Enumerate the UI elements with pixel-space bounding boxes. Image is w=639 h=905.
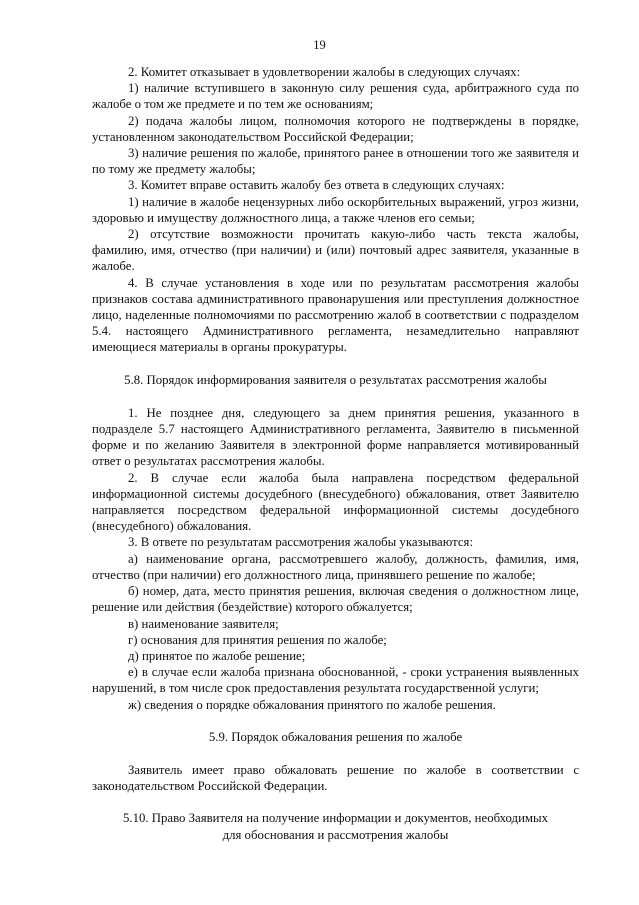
paragraph: г) основания для принятия решения по жалобе; — [128, 632, 387, 647]
paragraph: 1) наличие вступившего в законную силу решения суда, арбитражного суда по жалобе о том же предмете и по тем же основаниям; — [92, 81, 579, 112]
paragraph: 2. В случае если жалоба была направлена посредством федеральной информационной системы досудебного (внесудебного) обжалования, ответ Заявителю направляется посредством федеральной информационной системы досудебного (внесудебного) обжалования. — [92, 470, 579, 534]
paragraph: 4. В случае установления в ходе или по результатам рассмотрения жалобы признаков состава административного правонарушения или преступления должностное лицо, наделенные полномочиями по рассмотрению жалоб в соответствии с подразделом 5.4. настоящего Административного регламента, незамедлительно направляют имеющиеся материалы в органы прокуратуры. — [92, 275, 579, 355]
paragraph: в) наименование заявителя; — [128, 616, 279, 631]
section-heading-5-10-line2: для обоснования и рассмотрения жалобы — [222, 827, 449, 842]
paragraph: 1. Не позднее дня, следующего за днем принятия решения, указанного в подразделе 5.7 настоящего Административного регламента, Заявителю в письменной форме и по желанию Заявителя в электронной форме направляется мотивированный ответ о результатах рассмотрения жалобы. — [92, 405, 579, 469]
paragraph: ж) сведения о порядке обжалования принятого по жалобе решения. — [128, 697, 496, 712]
paragraph: б) номер, дата, место принятия решения, включая сведения о должностном лице, решение или действия (бездействие) которого обжалуется; — [92, 584, 579, 615]
document-body — [92, 64, 579, 843]
paragraph: 2. Комитет отказывает в удовлетворении жалобы в следующих случаях: — [128, 65, 521, 79]
paragraph: 3) наличие решения по жалобе, принятого ранее в отношении того же заявителя и по тому же предмету жалобы; — [92, 146, 579, 177]
paragraph: 2) отсутствие возможности прочитать какую-либо часть текста жалобы, фамилию, имя, отчество (при наличии) и (или) почтовый адрес заявителя, указанные в жалобе. — [92, 227, 579, 274]
page-number: 19 — [313, 38, 326, 52]
section-heading-5-9: 5.9. Порядок обжалования решения по жалобе — [208, 729, 463, 744]
paragraph: д) принятое по жалобе решение; — [128, 648, 306, 663]
paragraph: 2) подача жалобы лицом, полномочия которого не подтверждены в порядке, установленном законодательством Российской Федерации; — [92, 113, 579, 144]
paragraph: е) в случае если жалоба признана обоснованной, - сроки устранения выявленных нарушений, в том числе срок предоставления результата государственной услуги; — [92, 665, 579, 696]
paragraph: а) наименование органа, рассмотревшего жалобу, должность, фамилия, имя, отчество (при наличии) его должностного лица, принявшего решение по жалобе; — [92, 551, 579, 582]
paragraph: 1) наличие в жалобе нецензурных либо оскорбительных выражений, угроз жизни, здоровью и имуществу должностного лица, а также членов его семьи; — [92, 194, 579, 225]
paragraph: 3. Комитет вправе оставить жалобу без ответа в следующих случаях: — [128, 178, 505, 193]
paragraph: 3. В ответе по результатам рассмотрения жалобы указываются: — [128, 535, 474, 550]
section-heading-5-8: 5.8. Порядок информирования заявителя о результатах рассмотрения жалобы — [124, 372, 547, 387]
paragraph: Заявитель имеет право обжаловать решение по жалобе в соответствии с законодательством Российской Федерации. — [92, 762, 579, 794]
section-heading-5-10-line1: 5.10. Право Заявителя на получение информации и документов, необходимых — [122, 811, 549, 826]
